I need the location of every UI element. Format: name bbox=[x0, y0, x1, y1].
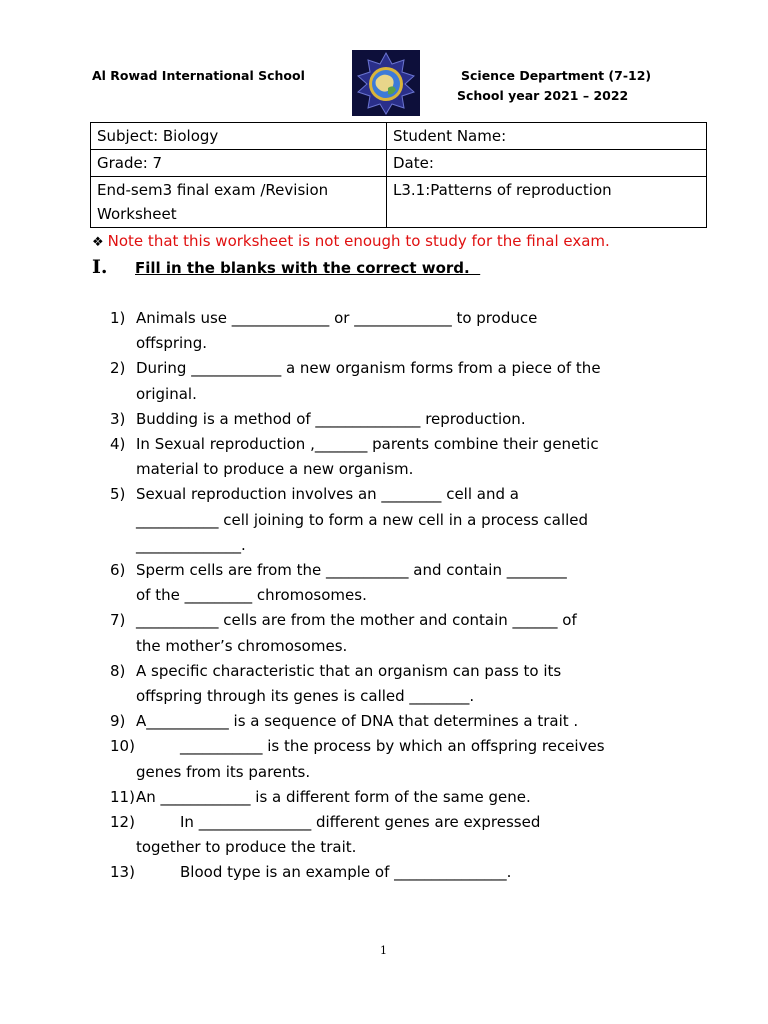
school-year: School year 2021 – 2022 bbox=[457, 88, 629, 103]
question-item: 5) Sexual reproduction involves an ________ cell and a ___________ cell joining to form a new cell in a process called ______________. bbox=[110, 485, 589, 554]
question-item: 11) An ____________ is a different form of the same gene. bbox=[110, 787, 531, 806]
question-item: 3) Budding is a method of ______________ reproduction. bbox=[110, 409, 526, 428]
question-item: 6) Sperm cells are from the ___________ and contain ________ of the _________ chromosomes. bbox=[110, 561, 567, 605]
info-table bbox=[90, 122, 707, 228]
student-name-cell: Student Name: bbox=[387, 123, 707, 150]
section-title: Fill in the blanks with the correct word. bbox=[135, 259, 481, 277]
question-item: 9) A___________ is a sequence of DNA that determines a trait . bbox=[110, 712, 579, 731]
page-number: 1 bbox=[380, 944, 387, 957]
grade-cell: Grade: 7 bbox=[91, 150, 387, 177]
section-heading bbox=[92, 256, 481, 278]
question-item: 2) During ____________ a new organism forms from a piece of the original. bbox=[110, 359, 601, 403]
warning-note bbox=[92, 232, 610, 250]
department-label: Science Department (7-12) bbox=[461, 68, 652, 83]
lesson-cell: L3.1:Patterns of reproduction bbox=[387, 177, 707, 228]
question-item: 7) ___________ cells are from the mother and contain ______ of the mother’s chromosomes. bbox=[110, 611, 577, 655]
question-item: 13) Blood type is an example of _______________. bbox=[110, 863, 512, 882]
question-item: 1) Animals use _____________ or _____________ to produce offspring. bbox=[110, 309, 538, 353]
question-item: 12) In _______________ different genes are expressed together to produce the trait. bbox=[110, 813, 541, 857]
question-item: 8) A specific characteristic that an organism can pass to its offspring through its genes is called ________. bbox=[110, 661, 562, 706]
school-logo bbox=[352, 50, 420, 116]
date-cell: Date: bbox=[387, 150, 707, 177]
school-name: Al Rowad International School bbox=[92, 68, 305, 83]
note-text: Note that this worksheet is not enough to study for the final exam. bbox=[107, 232, 610, 250]
question-list bbox=[110, 306, 700, 886]
diamond-bullet-icon: ❖ bbox=[92, 235, 104, 250]
subject-cell: Subject: Biology bbox=[91, 123, 387, 150]
exam-line-1: End-sem3 final exam /Revision bbox=[97, 181, 329, 199]
question-item: 10) ___________ is the process by which an offspring receives genes from its parents. bbox=[110, 737, 605, 781]
exam-cell bbox=[91, 177, 387, 228]
exam-line-2: Worksheet bbox=[97, 205, 177, 223]
section-numeral: I. bbox=[92, 256, 108, 278]
question-item: 4) In Sexual reproduction ,_______ parents combine their genetic material to produce a new organism. bbox=[110, 435, 599, 479]
